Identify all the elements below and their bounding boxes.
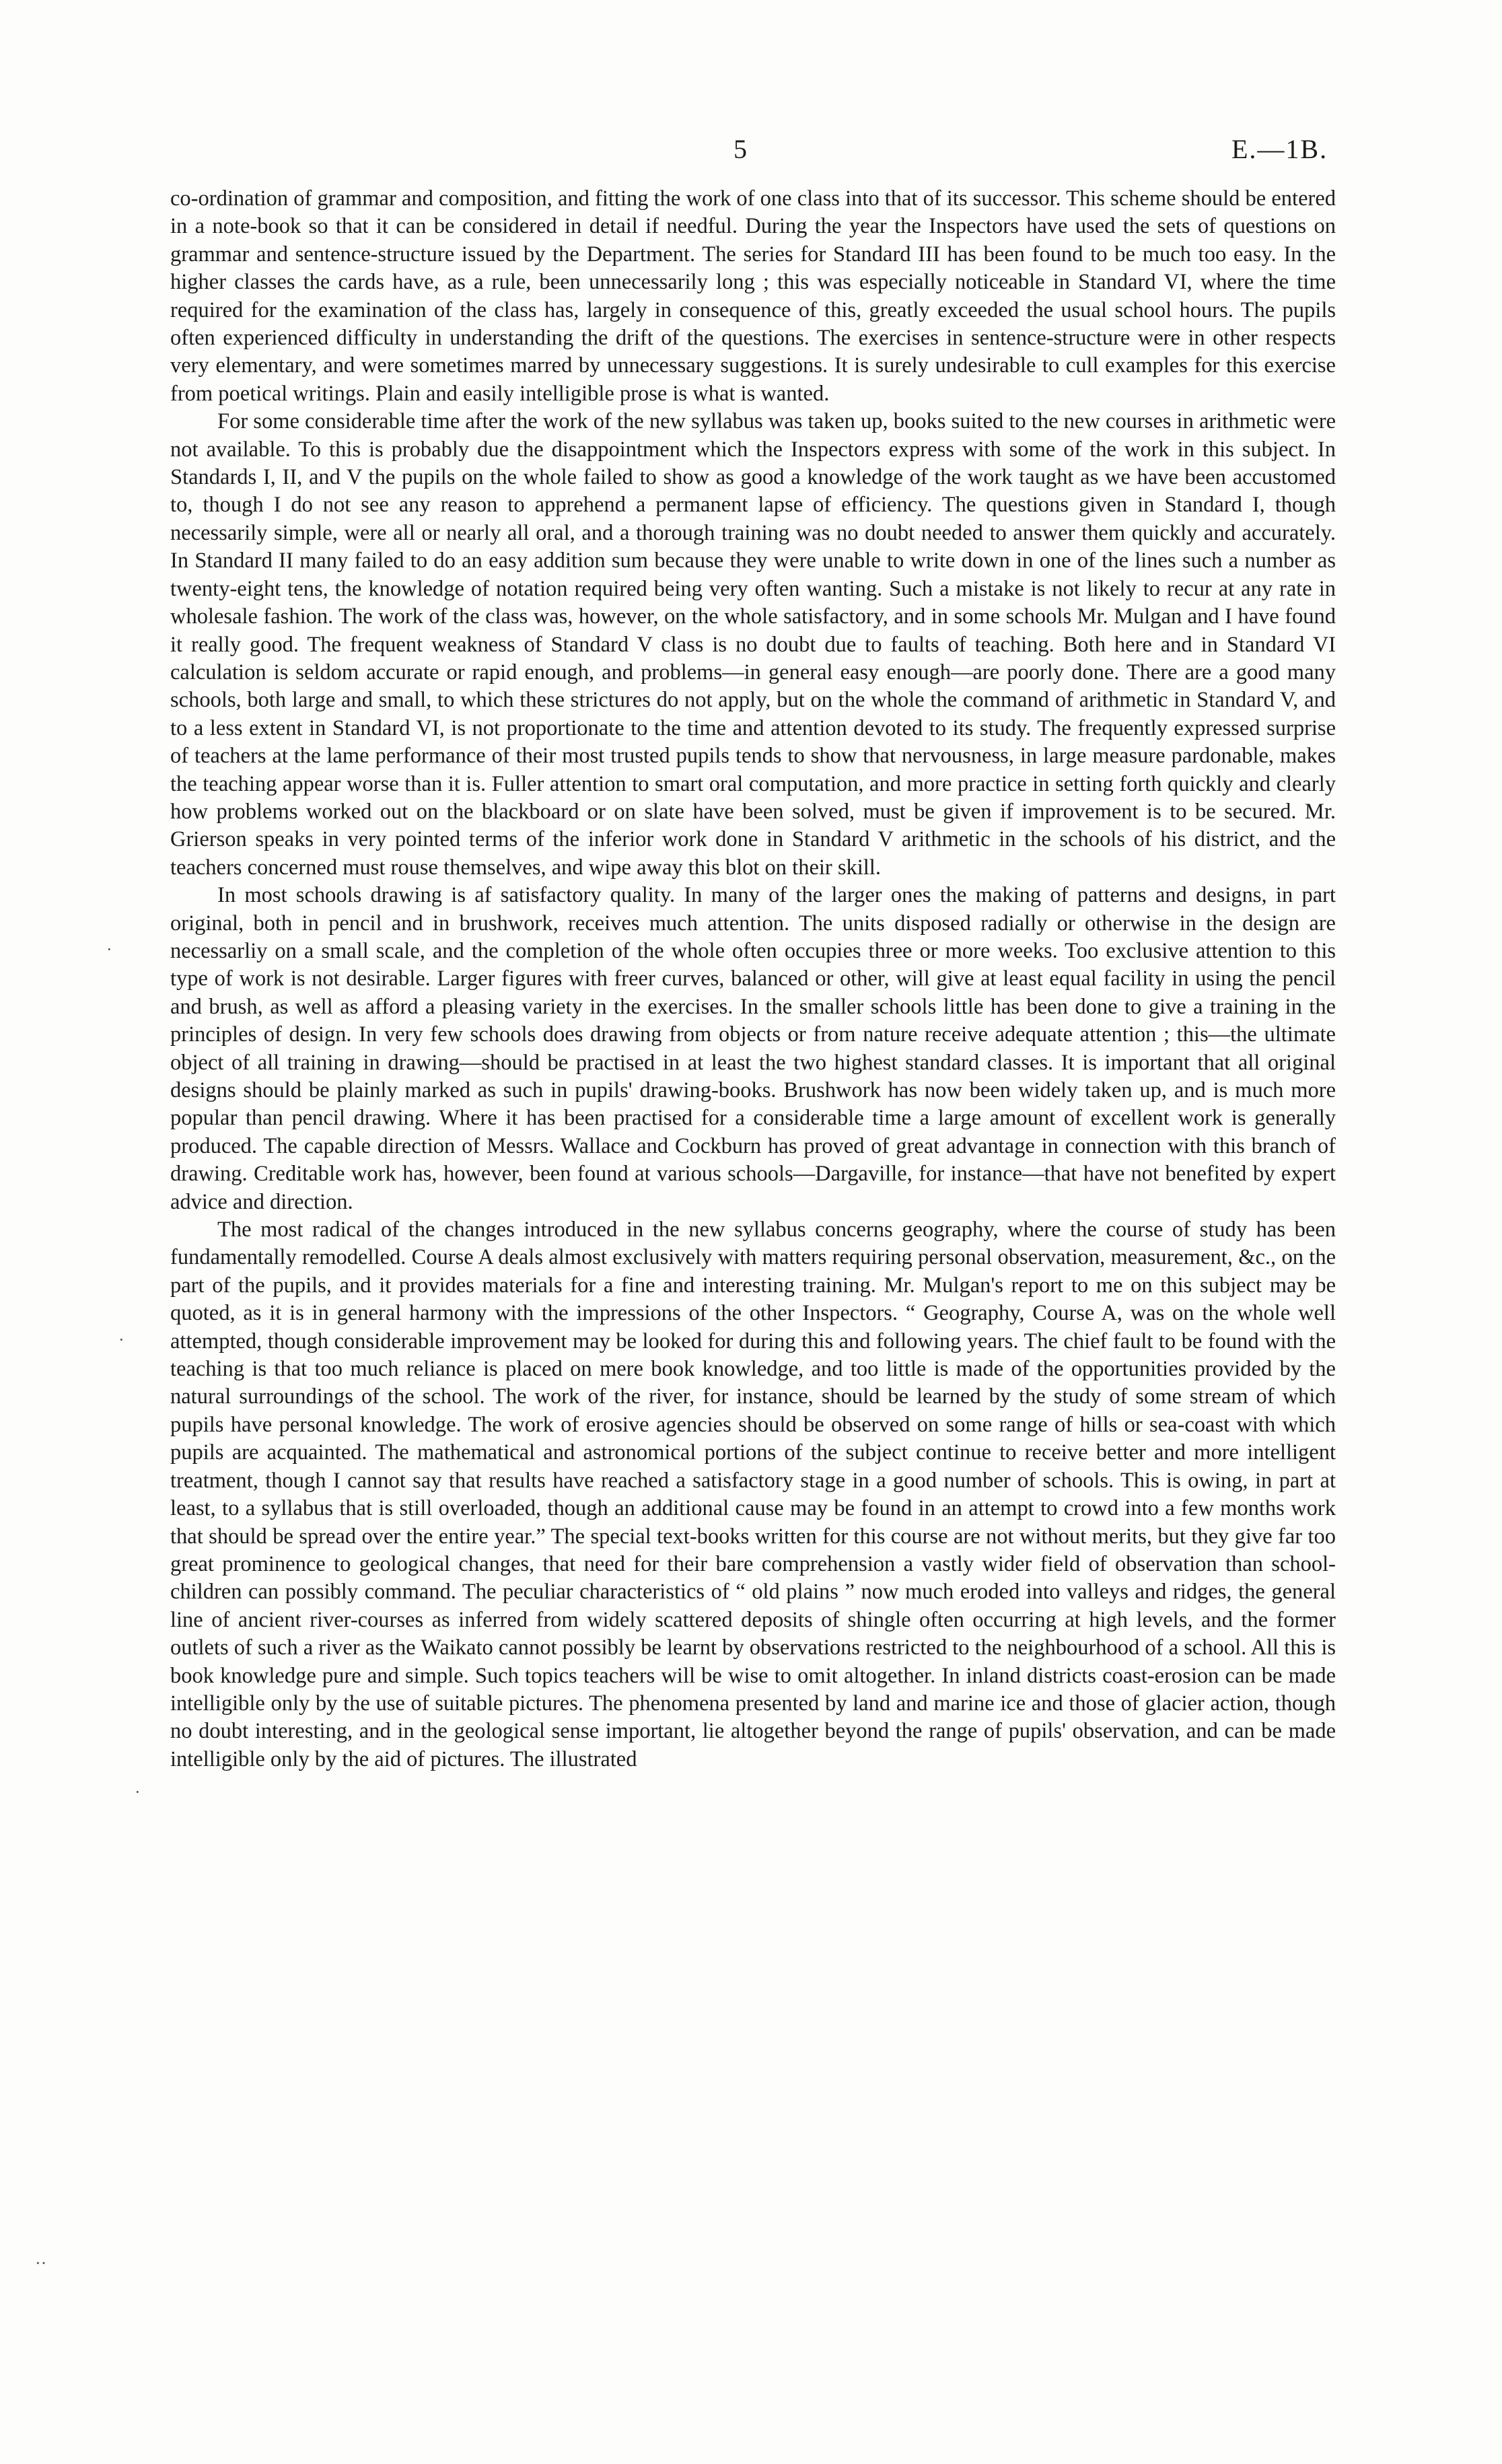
document-reference: E.—1B. <box>1231 134 1328 164</box>
margin-speck: ·· <box>35 2253 47 2273</box>
report-body <box>170 185 1336 1773</box>
margin-speck: · <box>118 1330 124 1349</box>
margin-speck: · <box>135 1782 141 1802</box>
margin-speck: · <box>106 940 112 959</box>
paragraph-arithmetic: For some considerable time after the work of the new syllabus was taken up, books suited to the new courses in arithmetic were not available. To this is probably due the disappointment which the Inspectors express with some of the work in this subject. In Standards I, II, and V the pupils on the whole failed to show as good a knowledge of the work taught as we have been accustomed to, though I do not see any reason to apprehend a permanent lapse of efficiency. The questions given in Standard I, though necessarily simple, were all or nearly all oral, and a thorough training was no doubt needed to answer them quickly and accurately. In Standard II many failed to do an easy addition sum because they were unable to write down in one of the lines such a number as twenty-eight tens, the knowledge of notation required being very often wanting. Such a mistake is not likely to recur at any rate in wholesale fashion. The work of the class was, however, on the whole satisfactory, and in some schools Mr. Mulgan and I have found it really good. The frequent weakness of Standard V class is no doubt due to faults of teaching. Both here and in Standard VI calculation is seldom accurate or rapid enough, and problems—in general easy enough—are poorly done. There are a good many schools, both large and small, to which these strictures do not apply, but on the whole the command of arithmetic in Standard V, and to a less extent in Standard VI, is not proportionate to the time and attention devoted to its study. The frequently expressed surprise of teachers at the lame performance of their most trusted pupils tends to show that nervousness, in large measure pardonable, makes the teaching appear worse than it is. Fuller attention to smart oral computation, and more practice in setting forth quickly and clearly how problems worked out on the blackboard or on slate have been solved, must be given if improvement is to be secured. Mr. Grierson speaks in very pointed terms of the inferior work done in Standard V arithmetic in the schools of his district, and the teachers concerned must rouse themselves, and wipe away this blot on their skill. <box>170 409 1336 880</box>
paragraph-geography: The most radical of the changes introduced in the new syllabus concerns geography, where the course of study has been fundamentally remodelled. Course A deals almost exclusively with matters requiring personal observation, measurement, &c., on the part of the pupils, and it provides materials for a fine and interesting training. Mr. Mulgan's report to me on this subject may be quoted, as it is in general harmony with the impressions of the other Inspectors. “ Geography, Course A, was on the whole well attempted, though considerable improvement may be looked for during this and following years. The chief fault to be found with the teaching is that too much reliance is placed on mere book knowledge, and too little is made of the opportunities provided by the natural surroundings of the school. The work of the river, for instance, should be learned by the study of some stream of which pupils have personal knowledge. The work of erosive agencies should be observed on some range of hills or sea-coast with which pupils are acquainted. The mathematical and astronomical portions of the subject continue to receive better and more intelligent treatment, though I cannot say that results have reached a satisfactory stage in a good number of schools. This is owing, in part at least, to a syllabus that is still overloaded, though an additional cause may be found in an attempt to crowd into a few months work that should be spread over the entire year.” The special text-books written for this course are not without merits, but they give far too great prominence to geological changes, that need for their bare comprehension a vastly wider field of observation than school-children can possibly command. The peculiar characteristics of “ old plains ” now much eroded into valleys and ridges, the general line of ancient river-courses as inferred from widely scattered deposits of shingle often occurring at high levels, and the former outlets of such a river as the Waikato cannot possibly be learnt by observations restricted to the neighbourhood of a school. All this is book knowledge pure and simple. Such topics teachers will be wise to omit altogether. In inland districts coast-erosion can be made intelligible only by the use of suitable pictures. The phenomena presented by land and marine ice and those of glacier action, though no doubt interesting, and in the geological sense important, lie altogether beyond the range of pupils' observation, and can be made intelligible only by the aid of pictures. The illustrated <box>170 1218 1336 1771</box>
page-number: 5 <box>734 134 747 164</box>
paragraph-drawing: In most schools drawing is af satisfactory quality. In many of the larger ones the making of patterns and designs, in part original, both in pencil and in brushwork, receives much attention. The units disposed radially or otherwise in the design are necessarliy on a small scale, and the completion of the whole often occupies three or more weeks. Too exclusive attention to this type of work is not desirable. Larger figures with freer curves, balanced or other, will give at least equal facility in using the pencil and brush, as well as afford a pleasing variety in the exercises. In the smaller schools little has been done to give a training in the principles of design. In very few schools does drawing from objects or from nature receive adequate attention ; this—the ultimate object of all training in drawing—should be practised in at least the two highest standard classes. It is important that all original designs should be plainly marked as such in pupils' drawing-books. Brushwork has now been widely taken up, and is much more popular than pencil drawing. Where it has been practised for a considerable time a large amount of excellent work is generally produced. The capable direction of Messrs. Wallace and Cockburn has proved of great advantage in connection with this branch of drawing. Creditable work has, however, been found at various schools—Dargaville, for instance—that have not benefited by expert advice and direction. <box>170 883 1336 1214</box>
paragraph-grammar-composition: co-ordination of grammar and composition, and fitting the work of one class into that of its successor. This scheme should be entered in a note-book so that it can be considered in detail if needful. During the year the Inspectors have used the sets of questions on grammar and sentence-structure issued by the Department. The series for Standard III has been found to be much too easy. In the higher classes the cards have, as a rule, been unnecessarily long ; this was especially noticeable in Standard VI, where the time required for the examination of the class has, largely in consequence of this, greatly exceeded the usual school hours. The pupils often experienced difficulty in understanding the drift of the questions. The exercises in sentence-structure were in other respects very elementary, and were sometimes marred by unnecessary suggestions. It is surely undesirable to cull examples for this exercise from poetical writings. Plain and easily intelligible prose is what is wanted. <box>170 186 1336 406</box>
